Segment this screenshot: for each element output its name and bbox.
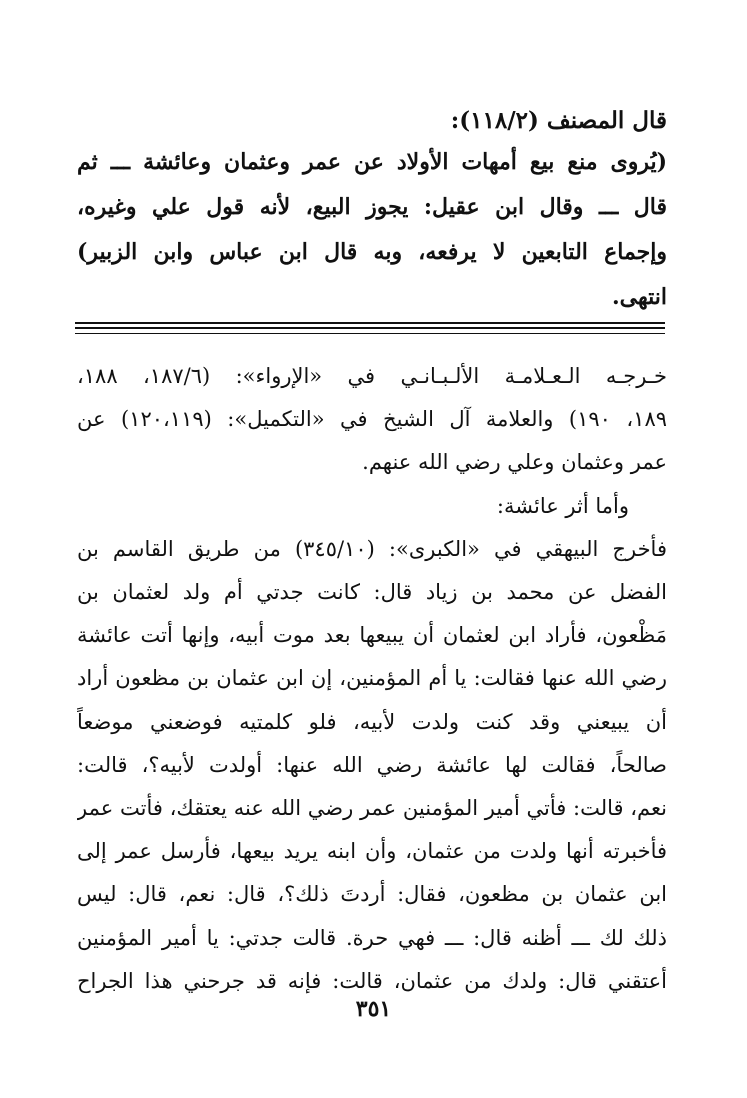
commentary-line: رضي الله عنها فقالت: يا أم المؤمنين، إن ابن عثمان بن مظعون أراد xyxy=(77,666,667,691)
commentary-line: الفضل عن محمد بن زياد قال: كانت جدتي أم ولد لعثمان بن xyxy=(77,580,667,605)
quote-line: انتهى. xyxy=(611,284,667,310)
separator-rule xyxy=(75,322,665,324)
section-heading: قال المصنف (١١٨/٢): xyxy=(450,107,667,134)
commentary-line: ابن عثمان بن مظعون، فقال: أردتَ ذلك؟، قال: نعم، قال: ليس xyxy=(77,882,667,907)
separator-rule xyxy=(75,333,665,334)
commentary-line: نعم، قالت: فأتي أمير المؤمنين عمر رضي الله عنه يعتقك، فأتت عمر xyxy=(77,796,667,821)
quote-line: وإجماع التابعين لا يرفعه، وبه قال ابن عباس وابن الزبير) xyxy=(77,239,667,265)
commentary-line: وأما أثر عائشة: xyxy=(496,493,629,518)
commentary-line: أن يبيعني وقد كنت ولدت لأبيه، فلو كلمتيه فوضعني موضعاً xyxy=(77,709,667,734)
commentary-line: عمر وعثمان وعلي رضي الله عنهم. xyxy=(362,450,667,475)
commentary-line: ١٨٩، ١٩٠) والعلامة آل الشيخ في «التكميل»: (١٢٠،١١٩) عن xyxy=(77,407,667,432)
commentary-line: مَظْعون، فأراد ابن لعثمان أن يبيعها بعد موت أبيه، وإنها أتت عائشة xyxy=(77,623,667,648)
commentary-line: صالحاً، فقالت لها عائشة رضي الله عنها: أولدت لأبيه؟، قالت: xyxy=(77,752,667,777)
quoted-text xyxy=(77,140,667,320)
commentary-line: خـرجـه الـعـلامـة الألـبـانـي في «الإرواء»: (١٨٧/٦، ١٨٨، xyxy=(77,364,667,388)
commentary-line: فأخبرته أنها ولدت من عثمان، وأن ابنه يريد بيعها، فأرسل عمر إلى xyxy=(77,839,667,864)
commentary-line: أعتقني قال: ولدك من عثمان، قالت: فإنه قد جرحني هذا الجراح xyxy=(77,968,667,993)
quote-line: قال ـــ وقال ابن عقيل: يجوز البيع، لأنه قول علي وغيره، xyxy=(77,194,667,220)
commentary-text xyxy=(77,355,667,1003)
page-number: ٣٥١ xyxy=(355,996,392,1022)
quote-line: (يُروى منع بيع أمهات الأولاد عن عمر وعثمان وعائشة ـــ ثم xyxy=(77,149,667,175)
separator-rule xyxy=(75,327,665,329)
commentary-line: ذلك لك ـــ أظنه قال: ـــ فهي حرة. قالت جدتي: يا أمير المؤمنين xyxy=(77,925,667,950)
commentary-line: فأخرج البيهقي في «الكبرى»: (٣٤٥/١٠) من طريق القاسم بن xyxy=(77,536,667,561)
